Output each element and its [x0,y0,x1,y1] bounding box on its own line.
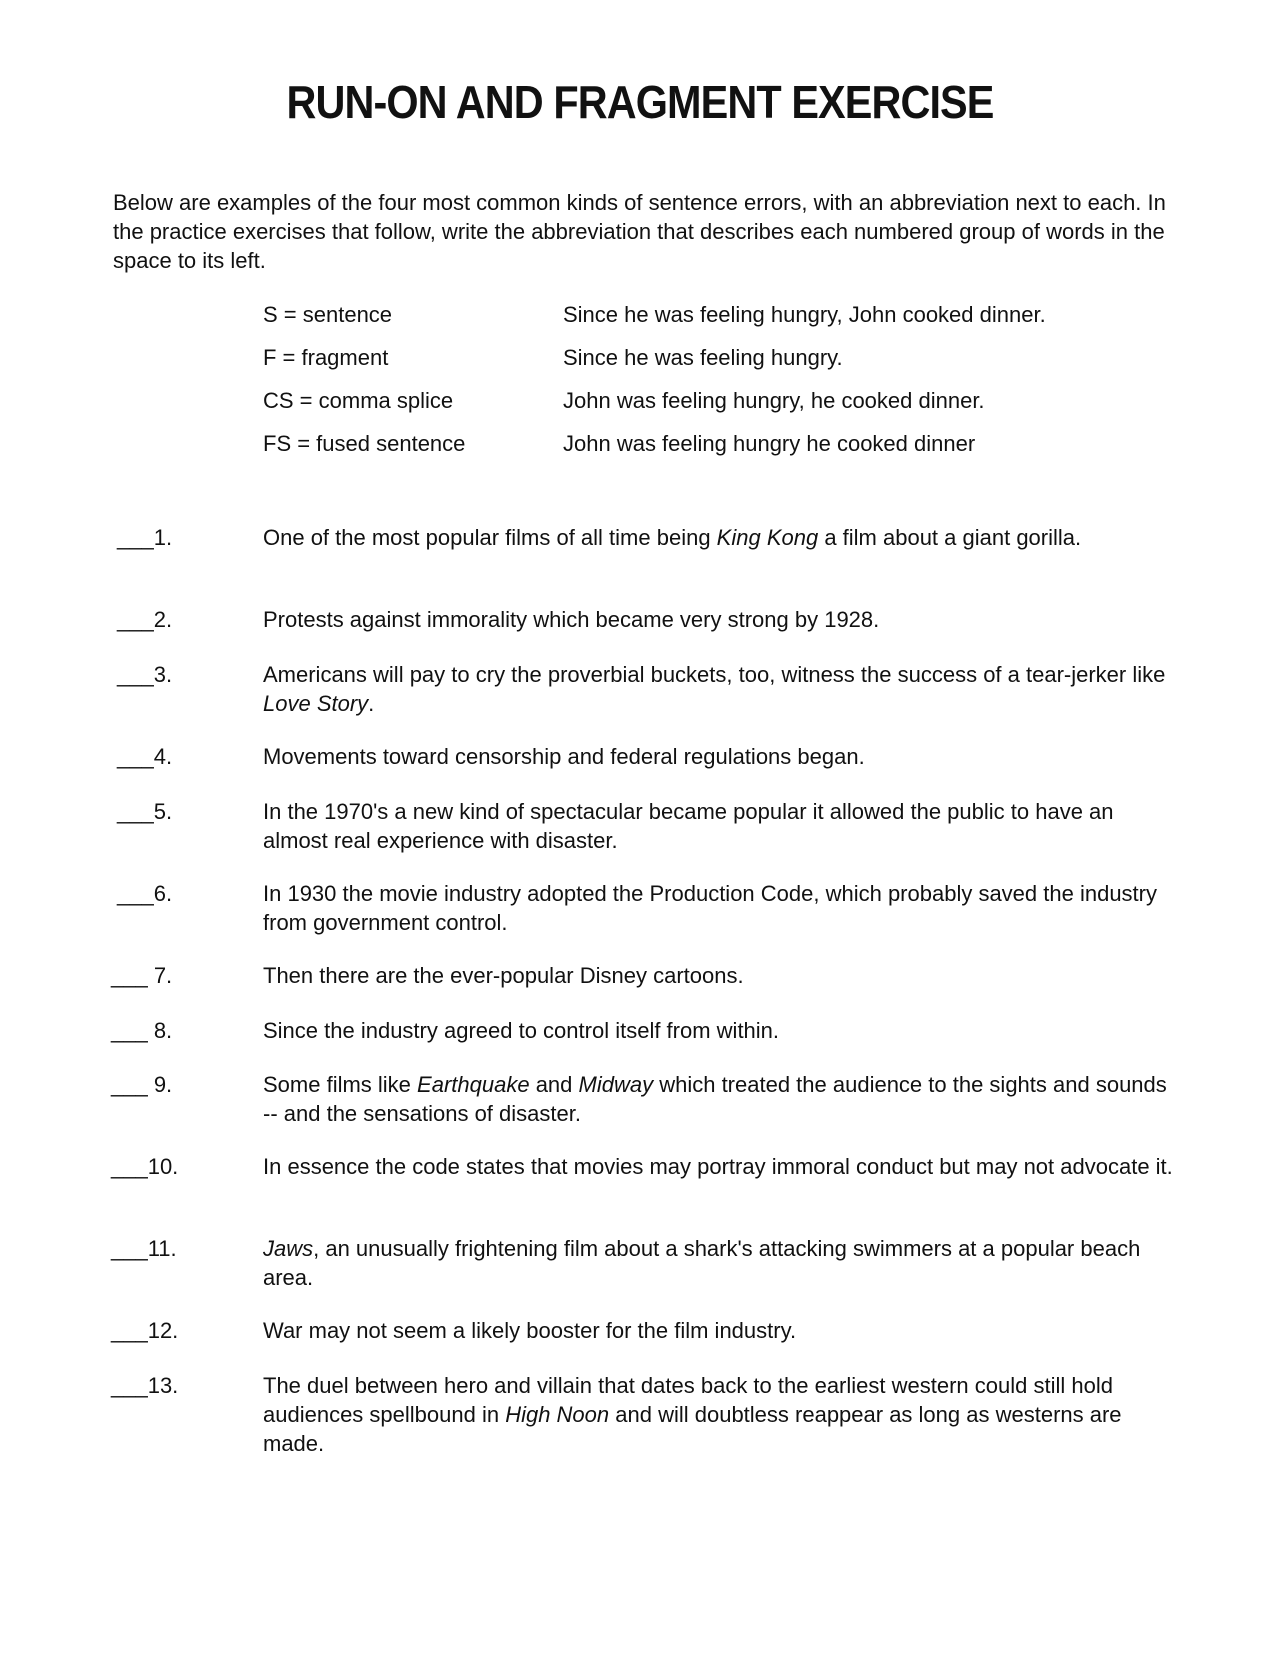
exercise-sentence [263,1016,1178,1045]
answer-blank[interactable]: ___6. [117,881,173,906]
exercise-sentence [263,797,1178,855]
legend-example: John was feeling hungry, he cooked dinner. [563,388,985,413]
answer-blank[interactable]: ___5. [117,799,173,824]
sentence-text: In essence the code states that movies may portray immoral conduct but may not advocate it. [263,1154,1173,1179]
sentence-text: Since the industry agreed to control itself from within. [263,1018,780,1043]
sentence-text: One of the most popular films of all time being [263,525,717,550]
legend-example: Since he was feeling hungry. [563,345,843,370]
exercise-sentence [263,605,1178,634]
sentence-text: a film about a giant gorilla. [818,525,1082,550]
exercise-sentence [263,961,1178,990]
intro-paragraph: Below are examples of the four most common kinds of sentence errors, with an abbreviation next to each. In the practice exercises that follow, write the abbreviation that describes each numbered group of words in the space to its left. [113,190,1166,273]
legend-example: Since he was feeling hungry, John cooked dinner. [563,302,1046,327]
sentence-text: The duel between hero and villain that dates back to the earliest western could still hold audiences spellbound in [263,1373,1113,1427]
exercise-sentence [263,742,1178,771]
exercise-sentence [263,1371,1178,1458]
answer-blank[interactable]: ___11. [111,1236,177,1261]
sentence-text: . [368,691,375,716]
sentence-text: Protests against immorality which became very strong by 1928. [263,607,880,632]
sentence-text: In the 1970's a new kind of spectacular became popular it allowed the public to have an almost real experience with disaster. [263,799,1114,853]
film-title: Love Story [263,691,369,716]
answer-blank[interactable]: ___ 8. [111,1018,173,1043]
exercise-sentence [263,1234,1178,1292]
answer-blank[interactable]: ___12. [111,1318,179,1343]
answer-blank[interactable]: ___10. [111,1154,179,1179]
film-title: King Kong [716,525,819,550]
answer-blank[interactable]: ___2. [117,607,173,632]
answer-blank[interactable]: ___1. [117,525,173,550]
answer-blank[interactable]: ___13. [111,1373,179,1398]
exercise-sentence [263,523,1178,552]
sentence-text: and will doubtless reappear as long as westerns are made. [263,1402,1122,1456]
film-title: High Noon [505,1402,610,1427]
sentence-text: In 1930 the movie industry adopted the Production Code, which probably saved the industry from government control. [263,881,1157,935]
exercise-sentence [263,1070,1178,1128]
film-title: Earthquake [417,1072,530,1097]
sentence-text: Some films like [263,1072,418,1097]
sentence-text: Then there are the ever-popular Disney cartoons. [263,963,744,988]
sentence-text: , an unusually frightening film about a shark's attacking swimmers at a popular beach area. [263,1236,1141,1290]
exercise-sentence [263,879,1178,937]
exercise-sentence [263,1152,1178,1181]
exercise-sentence [263,1316,1178,1345]
answer-blank[interactable]: ___ 9. [111,1072,173,1097]
answer-blank[interactable]: ___3. [117,662,173,687]
answer-blank[interactable]: ___4. [117,744,173,769]
sentence-text: Americans will pay to cry the proverbial buckets, too, witness the success of a tear-jerker like [263,662,1166,687]
page-title: RUN-ON AND FRAGMENT EXERCISE [286,76,994,128]
film-title: Jaws [263,1236,314,1261]
sentence-text: which treated the audience to the sights and sounds -- and the sensations of disaster. [263,1072,1167,1126]
legend-code: CS = comma splice [263,388,454,413]
legend-code: FS = fused sentence [263,431,466,456]
sentence-text: War may not seem a likely booster for the film industry. [263,1318,797,1343]
legend-code: S = sentence [263,302,393,327]
sentence-text: and [529,1072,579,1097]
exercise-sentence [263,660,1178,718]
film-title: Midway [578,1072,654,1097]
answer-blank[interactable]: ___ 7. [111,963,173,988]
legend-example: John was feeling hungry he cooked dinner [563,431,976,456]
legend-code: F = fragment [263,345,389,370]
sentence-text: Movements toward censorship and federal regulations began. [263,744,865,769]
